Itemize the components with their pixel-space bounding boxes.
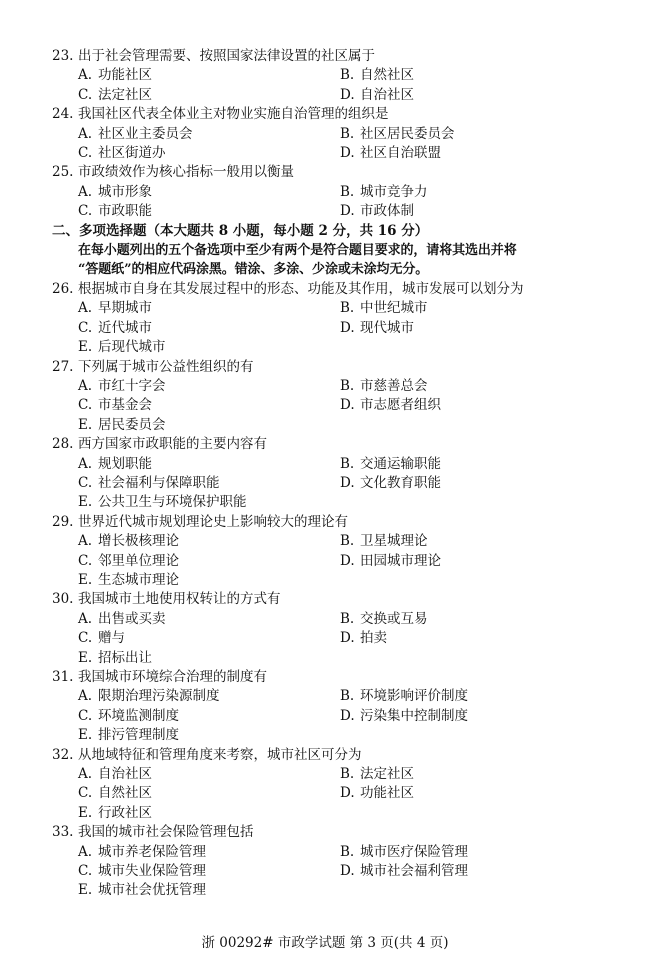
option-letter: C.	[78, 319, 93, 336]
option-letter: D.	[340, 397, 355, 414]
option-a	[78, 299, 340, 318]
option-letter: D.	[340, 319, 355, 336]
option-b	[340, 377, 602, 396]
question-25	[52, 163, 632, 221]
question-stem	[52, 668, 632, 687]
option-text: 早期城市	[98, 300, 152, 317]
option-d	[340, 86, 602, 105]
option-text: 增长极核理论	[98, 533, 179, 550]
option-text: 自治社区	[360, 86, 414, 103]
option-text: 污染集中控制制度	[360, 707, 468, 724]
option-letter: B.	[340, 183, 355, 200]
option-e	[78, 416, 340, 435]
option-text: 卫星城理论	[360, 533, 428, 550]
option-text: 行政社区	[98, 804, 152, 821]
option-e	[78, 804, 340, 823]
option-text: 市政职能	[98, 203, 152, 220]
option-a	[78, 125, 340, 144]
question-stem	[52, 105, 632, 124]
option-text: 市志愿者组织	[360, 397, 441, 414]
question-text: 出于社会管理需要、按照国家法律设置的社区属于	[78, 48, 375, 64]
option-text: 后现代城市	[98, 339, 166, 356]
option-text: 文化教育职能	[360, 474, 441, 491]
option-c	[78, 319, 340, 338]
option-text: 城市失业保险管理	[98, 863, 206, 880]
option-letter: C.	[78, 145, 93, 162]
option-letter: B.	[340, 610, 355, 627]
question-30	[52, 590, 632, 668]
option-letter: E.	[78, 494, 93, 511]
option-text: 中世纪城市	[360, 300, 428, 317]
option-c	[78, 474, 340, 493]
option-text: 自治社区	[98, 766, 152, 783]
option-text: 排污管理制度	[98, 727, 179, 744]
option-letter: C.	[78, 707, 93, 724]
option-list	[52, 687, 632, 745]
option-d	[340, 144, 602, 163]
option-letter: A.	[78, 843, 93, 860]
option-text: 市红十字会	[98, 377, 166, 394]
option-e	[78, 881, 340, 900]
option-list	[52, 125, 632, 164]
option-text: 自然社区	[360, 67, 414, 84]
option-c	[78, 862, 340, 881]
option-a	[78, 843, 340, 862]
option-text: 社区街道办	[98, 145, 166, 162]
option-letter: B.	[340, 533, 355, 550]
question-number: 24.	[52, 106, 74, 123]
option-list	[52, 299, 632, 357]
question-number: 33.	[52, 824, 74, 841]
option-d	[340, 552, 602, 571]
option-letter: B.	[340, 766, 355, 783]
option-text: 近代城市	[98, 319, 152, 336]
question-text: 根据城市自身在其发展过程中的形态、功能及其作用，城市发展可以划分为	[78, 280, 524, 297]
option-text: 环境监测制度	[98, 707, 179, 724]
question-stem	[52, 823, 632, 842]
option-b	[340, 125, 602, 144]
option-letter: E.	[78, 571, 93, 588]
option-letter: D.	[340, 863, 355, 880]
section-instruction-line-1: 在每小题列出的五个备选项中至少有两个是符合题目要求的，请将其选出并将	[78, 243, 517, 259]
option-a	[78, 687, 340, 706]
option-b	[340, 532, 602, 551]
option-letter: C.	[78, 203, 93, 220]
option-d	[340, 474, 602, 493]
question-23	[52, 47, 632, 105]
option-text: 社区居民委员会	[360, 125, 455, 142]
option-c	[78, 707, 340, 726]
option-c	[78, 552, 340, 571]
question-stem	[52, 47, 632, 66]
option-text: 现代城市	[360, 319, 414, 336]
option-text: 限期治理污染源制度	[98, 688, 220, 705]
option-text: 赠与	[98, 630, 125, 647]
option-c	[78, 396, 340, 415]
option-letter: A.	[78, 533, 93, 550]
option-text: 公共卫生与环境保护职能	[98, 494, 247, 511]
question-text: 我国的城市社会保险管理包括	[78, 824, 254, 841]
question-number: 32.	[52, 746, 74, 763]
option-b	[340, 183, 602, 202]
question-text: 下列属于城市公益性组织的有	[78, 358, 254, 375]
option-a	[78, 532, 340, 551]
option-d	[340, 629, 602, 648]
option-text: 社区业主委员会	[98, 125, 193, 142]
option-b	[340, 299, 602, 318]
option-letter: B.	[340, 843, 355, 860]
option-list	[52, 183, 632, 222]
option-text: 交通运输职能	[360, 455, 441, 472]
option-text: 社会福利与保障职能	[98, 474, 220, 491]
option-text: 城市竞争力	[360, 183, 428, 200]
option-letter: C.	[78, 552, 93, 569]
option-text: 自然社区	[98, 785, 152, 802]
question-text: 世界近代城市规划理论史上影响较大的理论有	[78, 513, 348, 530]
question-number: 29.	[52, 513, 74, 530]
option-letter: D.	[340, 145, 355, 162]
option-list	[52, 66, 632, 105]
option-letter: C.	[78, 785, 93, 802]
question-text: 我国城市环境综合治理的制度有	[78, 669, 267, 685]
question-text: 市政绩效作为核心指标一般用以衡量	[78, 164, 294, 181]
option-text: 出售或买卖	[98, 610, 166, 627]
option-list	[52, 843, 632, 901]
option-letter: D.	[340, 707, 355, 724]
option-letter: C.	[78, 474, 93, 491]
option-text: 法定社区	[98, 86, 152, 103]
question-29	[52, 513, 632, 591]
option-text: 拍卖	[360, 630, 387, 647]
option-c	[78, 629, 340, 648]
option-text: 功能社区	[98, 67, 152, 84]
question-number: 27.	[52, 358, 74, 375]
question-26	[52, 280, 632, 358]
question-text: 我国社区代表全体业主对物业实施自治管理的组织是	[78, 106, 389, 123]
option-list	[52, 455, 632, 513]
question-stem	[52, 590, 632, 609]
option-c	[78, 784, 340, 803]
question-number: 30.	[52, 591, 74, 608]
option-text: 环境影响评价制度	[360, 688, 468, 705]
option-letter: A.	[78, 766, 93, 783]
option-list	[52, 610, 632, 668]
option-c	[78, 144, 340, 163]
option-text: 市政体制	[360, 203, 414, 220]
option-letter: D.	[340, 785, 355, 802]
option-b	[340, 66, 602, 85]
question-number: 28.	[52, 436, 74, 453]
question-28	[52, 435, 632, 513]
option-letter: E.	[78, 727, 93, 744]
option-d	[340, 784, 602, 803]
option-b	[340, 610, 602, 629]
option-e	[78, 493, 340, 512]
option-letter: A.	[78, 377, 93, 394]
question-text: 西方国家市政职能的主要内容有	[78, 436, 267, 453]
option-a	[78, 377, 340, 396]
option-a	[78, 183, 340, 202]
option-e	[78, 571, 340, 590]
option-letter: A.	[78, 300, 93, 317]
option-letter: E.	[78, 804, 93, 821]
option-letter: B.	[340, 300, 355, 317]
option-text: 市慈善总会	[360, 377, 428, 394]
option-b	[340, 843, 602, 862]
option-letter: A.	[78, 183, 93, 200]
question-number: 31.	[52, 669, 74, 685]
question-24	[52, 105, 632, 163]
option-letter: A.	[78, 125, 93, 142]
option-text: 招标出让	[98, 649, 152, 666]
option-c	[78, 202, 340, 221]
option-text: 社区自治联盟	[360, 145, 441, 162]
option-c	[78, 86, 340, 105]
question-text: 我国城市土地使用权转让的方式有	[78, 591, 281, 608]
option-text: 城市社会福利管理	[360, 863, 468, 880]
option-letter: C.	[78, 630, 93, 647]
option-letter: A.	[78, 67, 93, 84]
option-d	[340, 202, 602, 221]
question-stem	[52, 358, 632, 377]
section-instruction-line-2: “答题纸”的相应代码涂黑。错涂、多涂、少涂或未涂均无分。	[78, 262, 429, 278]
option-letter: D.	[340, 474, 355, 491]
option-letter: B.	[340, 377, 355, 394]
option-d	[340, 862, 602, 881]
page-content	[52, 47, 632, 901]
option-letter: E.	[78, 339, 93, 356]
option-list	[52, 765, 632, 823]
option-text: 法定社区	[360, 766, 414, 783]
option-text: 市基金会	[98, 397, 152, 414]
option-letter: B.	[340, 67, 355, 84]
question-number: 26.	[52, 280, 74, 297]
option-letter: D.	[340, 86, 355, 103]
question-27	[52, 358, 632, 436]
multiple-choice-questions	[52, 280, 632, 901]
question-stem	[52, 435, 632, 454]
option-d	[340, 396, 602, 415]
option-text: 规划职能	[98, 455, 152, 472]
option-a	[78, 610, 340, 629]
option-text: 城市形象	[98, 183, 152, 200]
option-letter: B.	[340, 688, 355, 705]
option-letter: C.	[78, 86, 93, 103]
option-text: 居民委员会	[98, 416, 166, 433]
option-letter: D.	[340, 630, 355, 647]
option-letter: B.	[340, 455, 355, 472]
option-b	[340, 687, 602, 706]
option-b	[340, 765, 602, 784]
question-number: 25.	[52, 164, 74, 181]
option-letter: A.	[78, 688, 93, 705]
option-letter: A.	[78, 610, 93, 627]
option-text: 城市医疗保险管理	[360, 843, 468, 860]
option-letter: C.	[78, 863, 93, 880]
option-d	[340, 707, 602, 726]
option-e	[78, 338, 340, 357]
question-stem	[52, 280, 632, 299]
option-text: 功能社区	[360, 785, 414, 802]
option-a	[78, 765, 340, 784]
option-letter: E.	[78, 416, 93, 433]
option-letter: B.	[340, 125, 355, 142]
question-stem	[52, 513, 632, 532]
option-letter: D.	[340, 552, 355, 569]
question-31	[52, 668, 632, 746]
option-b	[340, 455, 602, 474]
option-letter: C.	[78, 397, 93, 414]
option-text: 城市养老保险管理	[98, 843, 206, 860]
option-list	[52, 377, 632, 435]
page-footer: 浙 00292# 市政学试题 第 3 页(共 4 页)	[201, 935, 449, 951]
option-d	[340, 319, 602, 338]
option-text: 生态城市理论	[98, 571, 179, 588]
question-text: 从地域特征和管理角度来考察，城市社区可分为	[78, 746, 362, 763]
option-text: 交换或互易	[360, 610, 428, 627]
option-letter: E.	[78, 882, 93, 899]
option-text: 邻里单位理论	[98, 552, 179, 569]
question-number: 23.	[52, 48, 74, 64]
option-text: 田园城市理论	[360, 552, 441, 569]
option-text: 城市社会优抚管理	[98, 882, 206, 899]
section-heading: 二、多项选择题（本大题共 8 小题，每小题 2 分，共 16 分）	[52, 222, 429, 239]
option-e	[78, 726, 340, 745]
single-choice-questions	[52, 47, 632, 222]
question-32	[52, 746, 632, 824]
option-a	[78, 455, 340, 474]
question-stem	[52, 163, 632, 182]
option-list	[52, 532, 632, 590]
option-letter: D.	[340, 203, 355, 220]
question-stem	[52, 746, 632, 765]
question-33	[52, 823, 632, 901]
option-letter: E.	[78, 649, 93, 666]
option-letter: A.	[78, 455, 93, 472]
option-a	[78, 66, 340, 85]
option-e	[78, 649, 340, 668]
